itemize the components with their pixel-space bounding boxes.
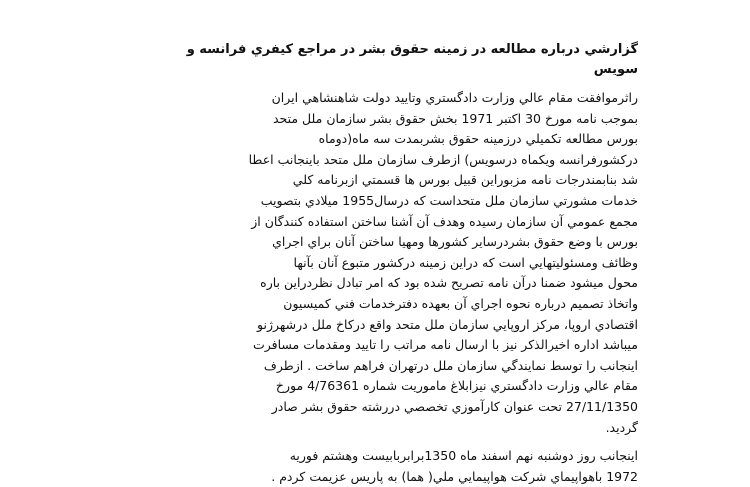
text-line: بموجب نامه مورخ 30 اكتبر 1971 بخش حقوق بشر سازمان ملل متحد <box>272 110 638 126</box>
title-line: سويس <box>593 62 638 77</box>
text-line: خدمات مشورتي سازمان ملل متحداست كه درسال1955 ميلادي بتصويب <box>260 192 638 208</box>
text-line: واتخاذ تصميم درباره نحوه اجراي آن بعهده دفترخدمات فني كميسيون <box>283 295 638 311</box>
text-line: بورس مطالعه تكميلي درزمينه حقوق بشربمدت سه ماه(دوماه <box>318 131 638 147</box>
text-line: اينجانب را توسط نمايندگي سازمان ملل درتهران فراهم ساخت . ازطرف <box>263 357 638 373</box>
document-title <box>112 40 638 80</box>
text-line: 1972 باهواپيماي شركت هواپيمايي ملي( هما) به پاريس عزيمت كردم . <box>271 468 638 484</box>
paragraph-2 <box>112 446 638 487</box>
text-line: بورس با وضع حقوق بشردرساير كشورها ومهيا ساختن آنان براي اجراي <box>272 234 638 250</box>
text-line: دركشورفرانسه ويكماه درسويس) ازطرف سازمان ملل متحد باينجانب اعطا <box>248 151 638 167</box>
paragraph-1 <box>112 88 638 438</box>
text-line: مجمع عمومي آن سازمان رسيده وهدف آن آشنا ساختن استفاده كنندگان از <box>251 213 638 229</box>
text-line: راثرموافقت مقام عالي وزارت دادگستري وتاييد دولت شاهنشاهي ايران <box>271 90 638 105</box>
text-line: 27/11/1350 تحت عنوان كارآموزي تخصصي دررشته حقوق بشر صادر <box>271 398 638 414</box>
text-line: وظائف ومسئوليتهايي است كه دراين زمينه دركشور متبوع آنان بآنها <box>293 254 638 270</box>
text-line: اينجانب روز دوشنبه نهم اسفند ماه 1350برابربابيست وهشتم فوريه <box>289 448 638 464</box>
document-page <box>112 40 638 487</box>
text-line: اقتصادي اروپا، مركز اروپايي سازمان ملل متحد واقع دركاخ ملل درشهرژنو <box>257 316 638 332</box>
text-line: محول ميشود ضمنا درآن نامه تصريح شده بود كه امر تبادل نظردراين باره <box>260 275 638 291</box>
text-line: مقام عالي وزارت دادگستري نيزابلاغ ماموريت شماره 4/76361 مورخ <box>275 378 638 394</box>
text-line: گرديد. <box>605 419 638 435</box>
text-line: ميباشد اداره اخيرالذكر نيز با ارسال نامه مراتب را تاييد ومقدمات مسافرت <box>252 337 638 353</box>
title-line: گزارشي درباره مطالعه در زمينه حقوق بشر در مراجع كيفري فرانسه و <box>186 42 638 57</box>
text-line: شد بنابمندرجات نامه مزبوراين قبيل بورس ها قسمتي ازبرنامه كلي <box>292 172 638 188</box>
